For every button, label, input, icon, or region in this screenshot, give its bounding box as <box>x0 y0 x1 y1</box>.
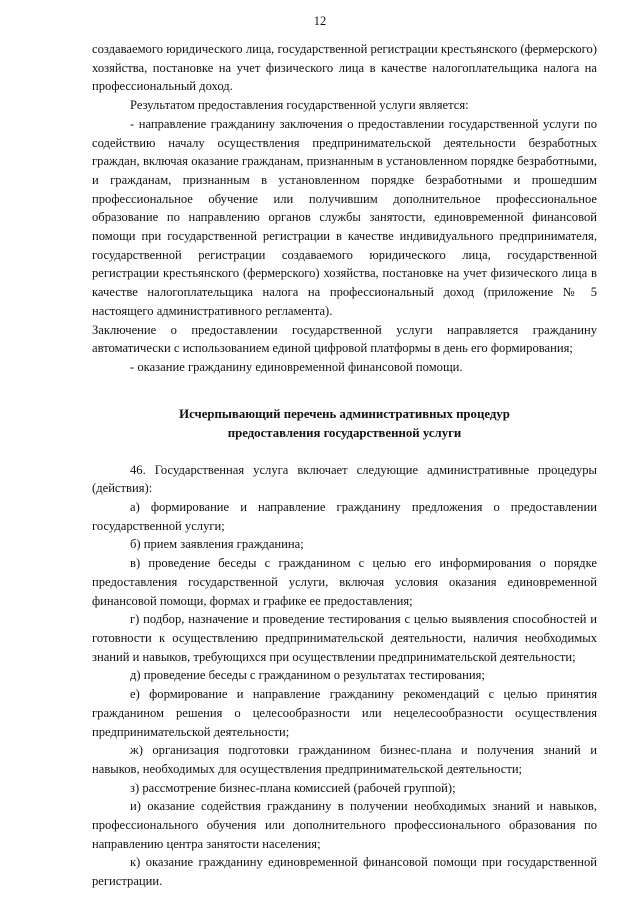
procedure-item-i: и) оказание содействия гражданину в получении необходимых знаний и навыков, профессионального обучения или дополнительного профессионального образования по направлению центра занятости населения; <box>92 799 597 851</box>
procedure-item-b: б) прием заявления гражданина; <box>130 537 304 552</box>
section-heading <box>92 405 597 443</box>
procedure-item-z: з) рассмотрение бизнес-плана комиссией (рабочей группой); <box>130 780 456 795</box>
continuation-paragraph: создаваемого юридического лица, государственной регистрации крестьянского (фермерского) хозяйства, постановке на учет физического лица в качестве налогоплательщика налога на профессиональный доход. <box>92 42 597 94</box>
result-intro-paragraph: Результатом предоставления государственной услуги является: <box>130 98 469 113</box>
document-body <box>92 40 597 891</box>
procedure-item-v: в) проведение беседы с гражданином с целью его информирования о порядке предоставления государственной услуги, включая условия оказания единовременной финансовой помощи, формах и графике ее предоставления; <box>92 556 597 608</box>
page-number: 12 <box>313 14 327 28</box>
procedure-item-e: е) формирование и направление гражданину рекомендаций с целью принятия гражданином решения о целесообразности или нецелесообразности осуществления предпринимательской деятельности; <box>92 687 597 739</box>
result-item-1-paragraph: - направление гражданину заключения о предоставлении государственной услуги по содействию началу осуществления предпринимательской деятельности безработных граждан, включая оказание гражданам, признанным в установленном порядке безработными, и гражданам, признанным в установленном порядке безработными и прошедшим профессиональное обучение или получившим дополнительное профессиональное образование по направлению органов службы занятости, единовременной финансовой помощи при государственной регистрации в качестве индивидуального предпринимателя, государственной регистрации создаваемого юридического лица, государственной регистрации крестьянского (фермерского) хозяйства, постановке на учет физического лица в качестве налогоплательщика налога на профессиональный доход (приложение № 5 настоящего административного регламента). <box>92 116 597 318</box>
procedure-item-d: д) проведение беседы с гражданином о результатах тестирования; <box>130 668 485 683</box>
section-heading-line-2: предоставления государственной услуги <box>227 425 462 440</box>
procedure-item-g: г) подбор, назначение и проведение тестирования с целью выявления способностей и готовности к осуществлению предпринимательской деятельности, наличия необходимых знаний и навыков, требующихся при осуществлении предпринимательской деятельности; <box>92 612 597 664</box>
procedure-item-k: к) оказание гражданину единовременной финансовой помощи при государственной регистрации. <box>92 855 597 889</box>
result-item-2-paragraph: - оказание гражданину единовременной финансовой помощи. <box>130 359 463 374</box>
section-heading-line-1: Исчерпывающий перечень административных процедур <box>179 406 510 421</box>
section-intro-paragraph: 46. Государственная услуга включает следующие административные процедуры (действия): <box>92 462 597 496</box>
result-item-1-continuation: Заключение о предоставлении государственной услуги направляется гражданину автоматически с использованием единой цифровой платформы в день его формирования; <box>92 322 597 356</box>
procedure-item-a: а) формирование и направление гражданину предложения о предоставлении государственной услуги; <box>92 500 597 533</box>
procedure-item-zh: ж) организация подготовки гражданином бизнес-плана и получения знаний и навыков, необходимых для осуществления предпринимательской деятельности; <box>92 743 597 776</box>
